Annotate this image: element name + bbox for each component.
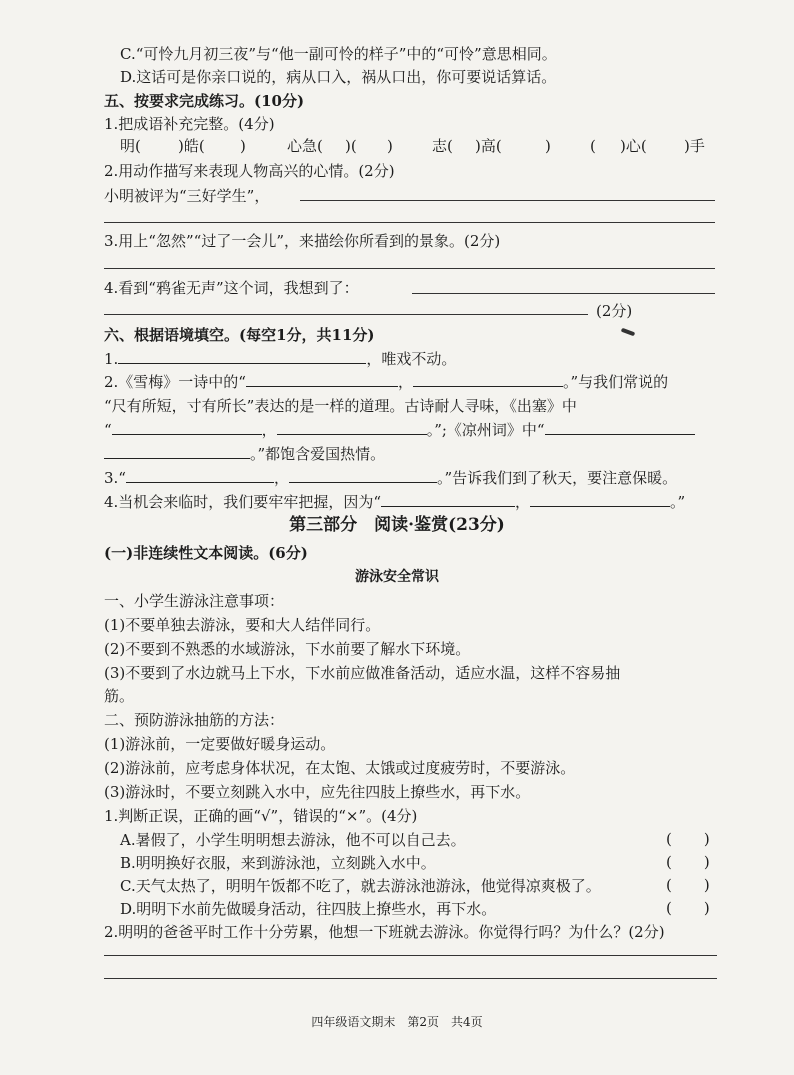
fill-text: 。”;《凉州词》中“ bbox=[426, 421, 545, 439]
idiom-part: ) bbox=[545, 137, 551, 155]
idiom-part: )手 bbox=[684, 137, 705, 155]
answer-line[interactable] bbox=[104, 222, 715, 223]
fill-blank[interactable] bbox=[381, 492, 515, 507]
fill-line-3: “尺有所短，寸有所长”表达的是一样的道理。古诗耐人寻味，《出塞》中 bbox=[104, 397, 577, 415]
q5-1: 1.把成语补充完整。(4分) bbox=[104, 115, 275, 133]
fill-blank[interactable] bbox=[289, 468, 437, 483]
idiom-part: ) bbox=[240, 137, 246, 155]
paren: ( bbox=[666, 853, 672, 871]
judge-item-d: D.明明下水前先做暖身活动，往四肢上撩些水，再下水。 bbox=[120, 900, 497, 918]
paren: ) bbox=[703, 853, 710, 871]
section-6-title: 六、根据语境填空。(每空1分，共11分) bbox=[104, 326, 375, 344]
fill-blank[interactable] bbox=[545, 420, 695, 435]
article-item: (2)游泳前，应考虑身体状况，在太饱、太饿或过度疲劳时，不要游泳。 bbox=[104, 759, 576, 777]
answer-line[interactable] bbox=[104, 955, 717, 956]
paren: ) bbox=[703, 899, 710, 917]
fill-line-7 bbox=[104, 492, 685, 512]
fill-text: 3.“ bbox=[104, 469, 126, 487]
paren: ) bbox=[703, 830, 710, 848]
q5-2: 2.用动作描写来表现人物高兴的心情。(2分) bbox=[104, 162, 395, 180]
answer-line[interactable] bbox=[104, 314, 588, 315]
fill-text: 2.《雪梅》一诗中的“ bbox=[104, 373, 246, 391]
idiom-part: 志( bbox=[432, 137, 453, 155]
judge-item-a: A.暑假了，小学生明明想去游泳，他不可以自己去。 bbox=[120, 831, 466, 849]
fill-text: ， bbox=[514, 493, 530, 511]
section-5-title: 五、按要求完成练习。(10分) bbox=[104, 92, 305, 110]
fill-blank[interactable] bbox=[530, 492, 670, 507]
paren: ( bbox=[666, 899, 672, 917]
fill-text: 。”告诉我们到了秋天，要注意保暖。 bbox=[437, 469, 678, 487]
article-item: (1)不要单独去游泳，要和大人结伴同行。 bbox=[104, 616, 381, 634]
fill-blank[interactable] bbox=[112, 420, 262, 435]
fill-text: ， bbox=[261, 421, 277, 439]
judge-answer-d[interactable] bbox=[666, 899, 710, 917]
idiom-part: )心( bbox=[620, 137, 647, 155]
fill-blank[interactable] bbox=[126, 468, 274, 483]
idiom-part: )皓( bbox=[178, 137, 205, 155]
article-heading-1: 一、小学生游泳注意事项： bbox=[104, 592, 285, 610]
q-2: 2.明明的爸爸平时工作十分劳累，他想一下班就去游泳。你觉得行吗？为什么？(2分) bbox=[104, 923, 665, 941]
fill-text: “ bbox=[104, 421, 112, 439]
fill-blank[interactable] bbox=[104, 444, 250, 459]
stray-mark bbox=[621, 328, 636, 337]
article-heading-2: 二、预防游泳抽筋的方法： bbox=[104, 711, 285, 729]
paren: ( bbox=[666, 876, 672, 894]
fill-text: 4.当机会来临时，我们要牢牢把握，因为“ bbox=[104, 493, 381, 511]
article-item: (2)不要到不熟悉的水域游泳，下水前要了解水下环境。 bbox=[104, 640, 471, 658]
idiom-part: ) bbox=[387, 137, 393, 155]
fill-text: ， bbox=[397, 373, 413, 391]
idiom-part: ( bbox=[590, 137, 596, 155]
q5-4-score: (2分) bbox=[596, 302, 633, 320]
fill-text: 。” bbox=[670, 493, 686, 511]
article-item: (3)游泳时，不要立刻跳入水中，应先往四肢上撩些水，再下水。 bbox=[104, 783, 531, 801]
page-footer: 四年级语文期末 第2页 共4页 bbox=[311, 1015, 483, 1029]
fill-text: 。”都饱含爱国热情。 bbox=[250, 445, 386, 463]
fill-line-6 bbox=[104, 468, 677, 488]
fill-text: 。”与我们常说的 bbox=[563, 373, 669, 391]
paren: ( bbox=[666, 830, 672, 848]
judge-answer-c[interactable] bbox=[666, 876, 710, 894]
article-item: (3)不要到了水边就马上下水，下水前应做准备活动，适应水温，这样不容易抽 bbox=[104, 664, 621, 682]
fill-text: ， bbox=[273, 469, 289, 487]
judge-question: 1.判断正误，正确的画“√”，错误的“×”。(4分) bbox=[104, 807, 418, 825]
judge-item-c: C.天气太热了，明明午饭都不吃了，就去游泳池游泳，他觉得凉爽极了。 bbox=[120, 877, 601, 895]
option-d: D.这话可是你亲口说的，病从口入，祸从口出，你可要说话算话。 bbox=[120, 68, 557, 86]
article-item-cont: 筋。 bbox=[104, 687, 135, 705]
answer-line[interactable] bbox=[104, 268, 715, 269]
idiom-part: )( bbox=[345, 137, 357, 155]
answer-line[interactable] bbox=[104, 978, 717, 979]
q5-4: 4.看到“鸦雀无声”这个词，我想到了： bbox=[104, 279, 359, 297]
q5-2-lead: 小明被评为“三好学生”， bbox=[104, 187, 270, 205]
idiom-part: )高( bbox=[475, 137, 502, 155]
fill-blank[interactable] bbox=[413, 372, 563, 387]
judge-answer-a[interactable] bbox=[666, 830, 710, 848]
fill-blank[interactable] bbox=[118, 349, 366, 364]
q5-3: 3.用上“忽然”“过了一会儿”，来描绘你所看到的景象。(2分) bbox=[104, 232, 501, 250]
part-3-subtitle: (一)非连续性文本阅读。(6分) bbox=[104, 544, 308, 562]
fill-line-2 bbox=[104, 372, 668, 392]
article-item: (1)游泳前，一定要做好暖身运动。 bbox=[104, 735, 336, 753]
fill-blank[interactable] bbox=[246, 372, 398, 387]
answer-line[interactable] bbox=[412, 293, 715, 294]
idiom-part: 心急( bbox=[287, 137, 323, 155]
fill-line-5 bbox=[104, 444, 385, 464]
fill-blank[interactable] bbox=[277, 420, 427, 435]
option-c: C.“可怜九月初三夜”与“他一副可怜的样子”中的“可怜”意思相同。 bbox=[120, 45, 557, 63]
article-title: 游泳安全常识 bbox=[355, 569, 439, 585]
fill-line-1: 1. ，唯戏不动。 bbox=[104, 350, 457, 368]
judge-item-b: B.明明换好衣服，来到游泳池，立刻跳入水中。 bbox=[120, 854, 436, 872]
judge-answer-b[interactable] bbox=[666, 853, 710, 871]
paren: ) bbox=[703, 876, 710, 894]
idiom-part: 明( bbox=[120, 137, 141, 155]
answer-line[interactable] bbox=[300, 200, 715, 201]
fill-text: ，唯戏不动。 bbox=[366, 350, 457, 368]
part-3-title: 第三部分 阅读·鉴赏(23分) bbox=[289, 515, 505, 535]
fill-line-4 bbox=[104, 420, 695, 440]
